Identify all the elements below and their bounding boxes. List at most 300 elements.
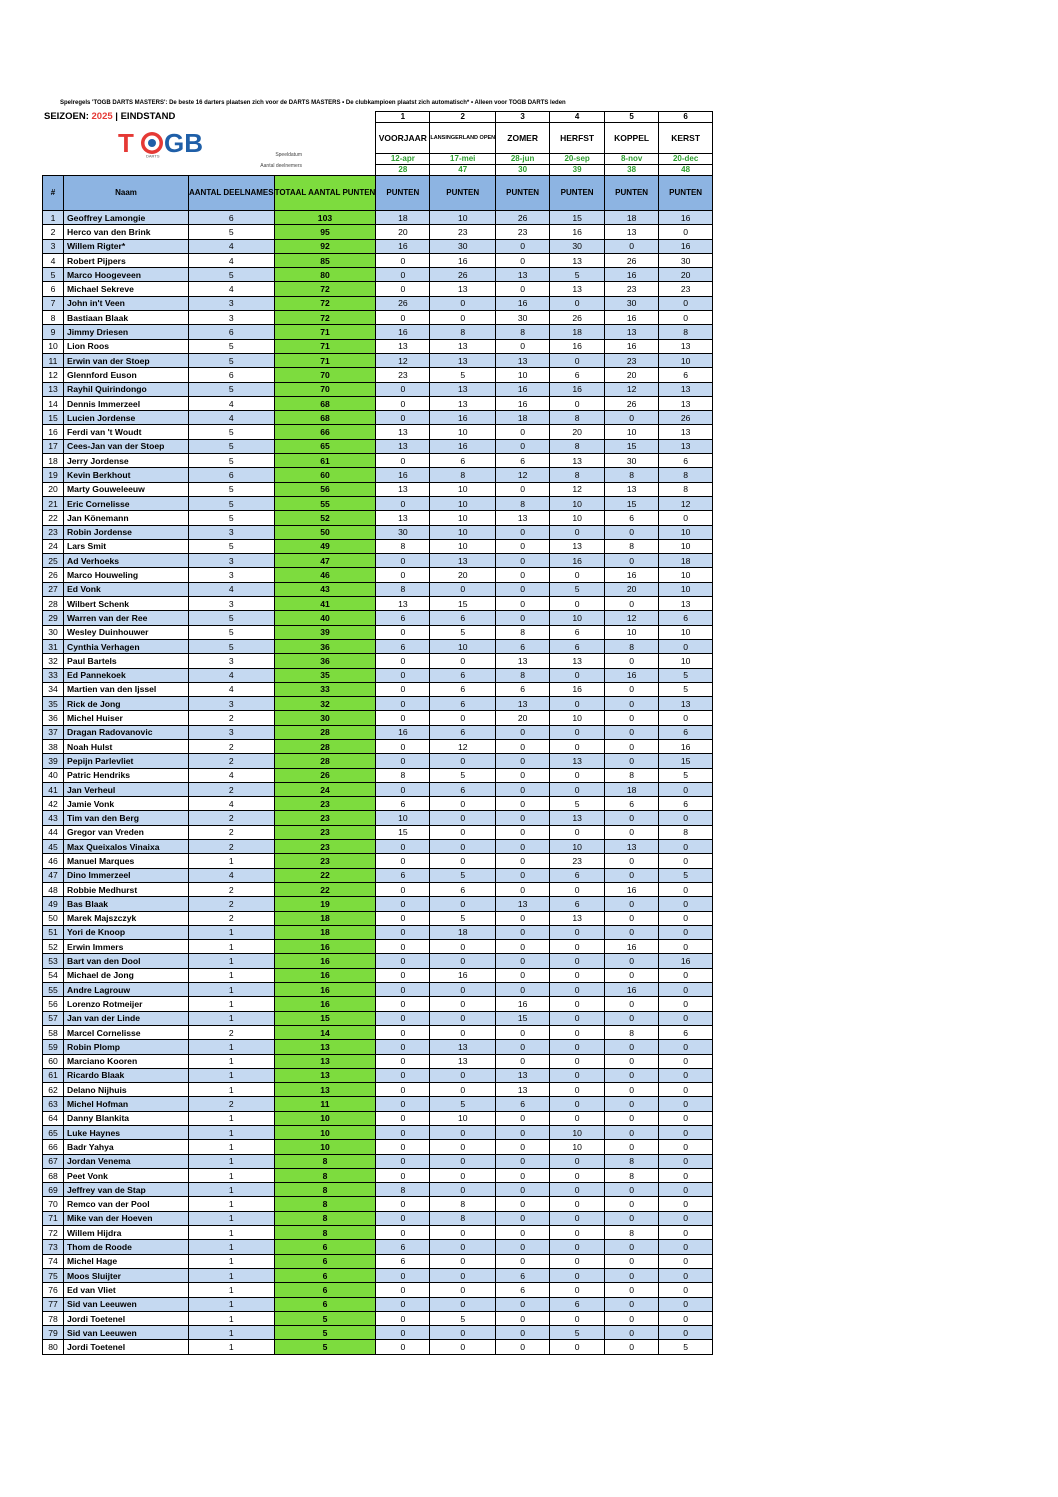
event-2-points: 0 (430, 711, 496, 725)
player-name: Marcel Cornelisse (64, 1025, 189, 1039)
rank-cell: 73 (43, 1240, 64, 1254)
event-2-points: 8 (430, 468, 496, 482)
standings-table (42, 111, 713, 1355)
table-row (43, 382, 713, 396)
table-row (43, 940, 713, 954)
rank-cell: 42 (43, 797, 64, 811)
entries-cell: 5 (189, 268, 275, 282)
col-points-2-header: PUNTEN (430, 176, 496, 211)
event-2-points: 13 (430, 353, 496, 367)
total-points: 26 (274, 768, 376, 782)
event-5-points: 13 (605, 482, 659, 496)
event-2-points: 0 (430, 840, 496, 854)
event-2-points: 6 (430, 697, 496, 711)
table-row (43, 1126, 713, 1140)
event-1-points: 6 (376, 1240, 430, 1254)
event-6-points: 0 (659, 940, 713, 954)
player-name: Patric Hendriks (64, 768, 189, 782)
event-1-points: 6 (376, 868, 430, 882)
event-4-points: 10 (550, 711, 605, 725)
event-5-points: 0 (605, 1254, 659, 1268)
event-6-points: 0 (659, 311, 713, 325)
event-5-points: 0 (605, 1240, 659, 1254)
event-6-points: 13 (659, 382, 713, 396)
event-4-num: 4 (550, 112, 605, 123)
rank-cell: 48 (43, 882, 64, 896)
player-name: Jordi Toetenel (64, 1311, 189, 1325)
total-points: 16 (274, 954, 376, 968)
event-2-points: 16 (430, 253, 496, 267)
total-points: 66 (274, 425, 376, 439)
event-3-points: 0 (496, 1340, 550, 1354)
total-points: 49 (274, 539, 376, 553)
event-6-points: 30 (659, 253, 713, 267)
event-6-points: 0 (659, 968, 713, 982)
event-1-points: 8 (376, 539, 430, 553)
event-6-points: 6 (659, 797, 713, 811)
total-points: 85 (274, 253, 376, 267)
entries-cell: 2 (189, 1097, 275, 1111)
rank-cell: 55 (43, 983, 64, 997)
rank-cell: 22 (43, 511, 64, 525)
event-5-points: 0 (605, 754, 659, 768)
rank-cell: 62 (43, 1083, 64, 1097)
table-row (43, 339, 713, 353)
table-row (43, 368, 713, 382)
entries-cell: 2 (189, 782, 275, 796)
entries-cell: 5 (189, 425, 275, 439)
event-5-points: 0 (605, 1054, 659, 1068)
event-1-points: 0 (376, 253, 430, 267)
rank-cell: 8 (43, 311, 64, 325)
table-row (43, 296, 713, 310)
event-1-points: 0 (376, 711, 430, 725)
event-4-points: 0 (550, 725, 605, 739)
rank-cell: 56 (43, 997, 64, 1011)
event-3-points: 0 (496, 282, 550, 296)
event-3-points: 0 (496, 1297, 550, 1311)
entries-cell: 2 (189, 739, 275, 753)
event-3-points: 12 (496, 468, 550, 482)
total-points: 8 (274, 1154, 376, 1168)
event-1-points: 0 (376, 882, 430, 896)
event-1-points: 0 (376, 1097, 430, 1111)
total-points: 10 (274, 1140, 376, 1154)
event-4-points: 0 (550, 1226, 605, 1240)
table-row (43, 311, 713, 325)
total-points: 72 (274, 311, 376, 325)
event-5-points: 0 (605, 1183, 659, 1197)
event-4-points: 13 (550, 539, 605, 553)
event-5-points: 16 (605, 311, 659, 325)
table-row (43, 325, 713, 339)
event-3-points: 0 (496, 782, 550, 796)
event-1-points: 0 (376, 897, 430, 911)
event-3-points: 0 (496, 854, 550, 868)
event-2-points: 6 (430, 725, 496, 739)
entries-cell: 1 (189, 1197, 275, 1211)
event-5-points: 0 (605, 1268, 659, 1282)
event-1-points: 30 (376, 525, 430, 539)
event-5-points: 0 (605, 925, 659, 939)
player-name: Erwin Immers (64, 940, 189, 954)
player-name: Lion Roos (64, 339, 189, 353)
event-3-points: 0 (496, 539, 550, 553)
player-name: Jamie Vonk (64, 797, 189, 811)
event-1-points: 0 (376, 1211, 430, 1225)
player-name: Bart van den Dool (64, 954, 189, 968)
table-row (43, 1297, 713, 1311)
entries-cell: 1 (189, 1311, 275, 1325)
event-2-points: 13 (430, 554, 496, 568)
event-1-points: 13 (376, 439, 430, 453)
entries-cell: 1 (189, 1040, 275, 1054)
player-name: Ricardo Blaak (64, 1068, 189, 1082)
event-5-points: 0 (605, 1083, 659, 1097)
rules-text: Spelregels 'TOGB DARTS MASTERS': De beste 16 darters plaatsen zich voor de DARTS MASTERS • De clubkampioen plaatst zich automatisch* • Alleen voor TOGB DARTS leden (60, 100, 566, 106)
entries-cell: 2 (189, 882, 275, 896)
rank-cell: 59 (43, 1040, 64, 1054)
table-row (43, 625, 713, 639)
col-points-1-header: PUNTEN (376, 176, 430, 211)
total-points: 28 (274, 725, 376, 739)
total-points: 70 (274, 382, 376, 396)
event-1-points: 0 (376, 668, 430, 682)
event-6-points: 0 (659, 511, 713, 525)
entries-cell: 5 (189, 225, 275, 239)
event-1-points: 13 (376, 482, 430, 496)
event-3-points: 0 (496, 1111, 550, 1125)
event-2-points: 13 (430, 282, 496, 296)
event-6-points: 23 (659, 282, 713, 296)
event-1-points: 0 (376, 1226, 430, 1240)
event-2-points: 30 (430, 239, 496, 253)
player-name: Erwin van der Stoep (64, 353, 189, 367)
event-1-points: 0 (376, 654, 430, 668)
event-2-points: 10 (430, 496, 496, 510)
event-3-points: 0 (496, 239, 550, 253)
event-6-points: 0 (659, 811, 713, 825)
event-2-points: 10 (430, 211, 496, 225)
table-row (43, 811, 713, 825)
event-3-points: 0 (496, 1211, 550, 1225)
table-row (43, 611, 713, 625)
event-3-points: 13 (496, 511, 550, 525)
event-4-points: 10 (550, 1140, 605, 1154)
event-3-points: 16 (496, 296, 550, 310)
player-name: Geoffrey Lamongie (64, 211, 189, 225)
event-2-points: 5 (430, 1311, 496, 1325)
event-3-points: 0 (496, 1197, 550, 1211)
event-2-points: 10 (430, 525, 496, 539)
total-points: 8 (274, 1197, 376, 1211)
rank-cell: 45 (43, 840, 64, 854)
event-3-points: 0 (496, 840, 550, 854)
event-5-points: 16 (605, 882, 659, 896)
event-4-points: 10 (550, 611, 605, 625)
table-row (43, 725, 713, 739)
event-1-points: 16 (376, 468, 430, 482)
event-6-points: 10 (659, 568, 713, 582)
rank-cell: 11 (43, 353, 64, 367)
total-points: 72 (274, 296, 376, 310)
total-points: 35 (274, 668, 376, 682)
player-name: Herco van den Brink (64, 225, 189, 239)
event-2-points: 0 (430, 1240, 496, 1254)
event-6-count: 48 (659, 165, 713, 176)
player-name: John in't Veen (64, 296, 189, 310)
event-1-points: 0 (376, 1126, 430, 1140)
player-name: Mike van der Hoeven (64, 1211, 189, 1225)
event-5-points: 16 (605, 568, 659, 582)
event-4-points: 13 (550, 253, 605, 267)
entries-cell: 4 (189, 797, 275, 811)
table-row (43, 468, 713, 482)
event-6-points: 0 (659, 782, 713, 796)
event-2-points: 0 (430, 825, 496, 839)
event-1-points: 0 (376, 754, 430, 768)
total-points: 10 (274, 1111, 376, 1125)
event-1-points: 18 (376, 211, 430, 225)
total-points: 5 (274, 1326, 376, 1340)
event-4-points: 16 (550, 382, 605, 396)
total-points: 6 (274, 1283, 376, 1297)
event-2-points: 16 (430, 439, 496, 453)
player-name: Manuel Marques (64, 854, 189, 868)
event-3-points: 16 (496, 396, 550, 410)
event-4-points: 13 (550, 454, 605, 468)
entries-cell: 4 (189, 239, 275, 253)
event-5-points: 0 (605, 1283, 659, 1297)
col-name-header: Naam (64, 176, 189, 211)
event-5-points: 0 (605, 682, 659, 696)
event-5-points: 18 (605, 782, 659, 796)
event-4-points: 0 (550, 568, 605, 582)
event-5-points: 12 (605, 611, 659, 625)
event-6-points: 0 (659, 296, 713, 310)
event-6-points: 13 (659, 339, 713, 353)
count-label: Aantal deelnemers (260, 163, 302, 169)
event-6-points: 0 (659, 840, 713, 854)
event-2-points: 5 (430, 868, 496, 882)
event-4-points: 6 (550, 1297, 605, 1311)
entries-cell: 3 (189, 568, 275, 582)
table-row (43, 1240, 713, 1254)
rank-cell: 17 (43, 439, 64, 453)
table-row (43, 1011, 713, 1025)
total-points: 36 (274, 639, 376, 653)
event-4-points: 0 (550, 739, 605, 753)
rank-cell: 26 (43, 568, 64, 582)
entries-cell: 1 (189, 1140, 275, 1154)
event-6-points: 26 (659, 411, 713, 425)
table-row (43, 1283, 713, 1297)
table-row (43, 1211, 713, 1225)
event-3-points: 13 (496, 1068, 550, 1082)
entries-cell: 1 (189, 983, 275, 997)
rank-cell: 41 (43, 782, 64, 796)
entries-cell: 1 (189, 854, 275, 868)
event-4-name: HERFST (550, 123, 605, 154)
event-4-points: 0 (550, 1197, 605, 1211)
rank-cell: 13 (43, 382, 64, 396)
player-name: Badr Yahya (64, 1140, 189, 1154)
total-points: 55 (274, 496, 376, 510)
event-5-points: 13 (605, 840, 659, 854)
player-name: Thom de Roode (64, 1240, 189, 1254)
event-6-points: 13 (659, 425, 713, 439)
event-4-points: 5 (550, 268, 605, 282)
event-2-points: 26 (430, 268, 496, 282)
event-5-points: 26 (605, 253, 659, 267)
event-4-points: 0 (550, 782, 605, 796)
table-row (43, 954, 713, 968)
event-6-points: 10 (659, 539, 713, 553)
table-row (43, 882, 713, 896)
event-5-points: 8 (605, 1025, 659, 1039)
event-6-points: 16 (659, 239, 713, 253)
rank-cell: 3 (43, 239, 64, 253)
event-1-points: 26 (376, 296, 430, 310)
event-1-points: 8 (376, 1183, 430, 1197)
rank-cell: 80 (43, 1340, 64, 1354)
entries-cell: 1 (189, 1283, 275, 1297)
player-name: Jordan Venema (64, 1154, 189, 1168)
event-4-points: 13 (550, 282, 605, 296)
entries-cell: 2 (189, 911, 275, 925)
event-5-points: 0 (605, 411, 659, 425)
event-2-points: 0 (430, 1283, 496, 1297)
event-5-points: 13 (605, 325, 659, 339)
event-4-points: 0 (550, 1011, 605, 1025)
event-1-points: 16 (376, 239, 430, 253)
event-1-points: 0 (376, 925, 430, 939)
table-row (43, 797, 713, 811)
total-points: 52 (274, 511, 376, 525)
table-row (43, 454, 713, 468)
rank-cell: 68 (43, 1168, 64, 1182)
event-4-count: 39 (550, 165, 605, 176)
player-name: Robert Pijpers (64, 253, 189, 267)
event-6-points: 0 (659, 1054, 713, 1068)
total-points: 8 (274, 1183, 376, 1197)
total-points: 13 (274, 1040, 376, 1054)
event-5-points: 8 (605, 468, 659, 482)
event-1-points: 6 (376, 611, 430, 625)
table-row (43, 868, 713, 882)
entries-cell: 5 (189, 496, 275, 510)
event-5-points: 16 (605, 983, 659, 997)
event-1-points: 10 (376, 811, 430, 825)
table-row (43, 1025, 713, 1039)
entries-cell: 6 (189, 368, 275, 382)
total-points: 36 (274, 654, 376, 668)
logo-text-gb: GB (164, 128, 203, 158)
entries-cell: 2 (189, 897, 275, 911)
entries-cell: 1 (189, 1068, 275, 1082)
event-2-points: 13 (430, 339, 496, 353)
entries-cell: 4 (189, 682, 275, 696)
event-4-points: 20 (550, 425, 605, 439)
event-3-points: 16 (496, 997, 550, 1011)
event-6-points: 0 (659, 882, 713, 896)
event-2-points: 0 (430, 296, 496, 310)
event-5-points: 0 (605, 1140, 659, 1154)
event-4-points: 0 (550, 1083, 605, 1097)
rank-cell: 7 (43, 296, 64, 310)
event-1-points: 8 (376, 582, 430, 596)
event-4-points: 12 (550, 482, 605, 496)
rank-cell: 12 (43, 368, 64, 382)
rank-cell: 25 (43, 554, 64, 568)
table-row (43, 711, 713, 725)
event-3-points: 6 (496, 454, 550, 468)
col-rank-header: # (43, 176, 64, 211)
event-6-points: 0 (659, 983, 713, 997)
rank-cell: 31 (43, 639, 64, 653)
event-6-points: 20 (659, 268, 713, 282)
event-5-points: 18 (605, 211, 659, 225)
event-6-points: 0 (659, 1211, 713, 1225)
event-3-points: 0 (496, 1311, 550, 1325)
total-points: 95 (274, 225, 376, 239)
player-name: Jan Könemann (64, 511, 189, 525)
player-name: Bas Blaak (64, 897, 189, 911)
table-row (43, 997, 713, 1011)
entries-cell: 1 (189, 1226, 275, 1240)
event-2-points: 0 (430, 1297, 496, 1311)
total-points: 28 (274, 739, 376, 753)
event-5-points: 0 (605, 239, 659, 253)
event-5-points: 16 (605, 940, 659, 954)
player-name: Eric Cornelisse (64, 496, 189, 510)
entries-cell: 1 (189, 1254, 275, 1268)
entries-cell: 2 (189, 811, 275, 825)
event-3-count: 30 (496, 165, 550, 176)
event-4-points: 0 (550, 1211, 605, 1225)
event-4-points: 8 (550, 439, 605, 453)
rank-cell: 27 (43, 582, 64, 596)
entries-cell: 5 (189, 339, 275, 353)
table-row (43, 1040, 713, 1054)
event-2-points: 5 (430, 625, 496, 639)
total-points: 56 (274, 482, 376, 496)
table-row (43, 253, 713, 267)
entries-cell: 4 (189, 396, 275, 410)
event-3-points: 10 (496, 368, 550, 382)
table-row (43, 582, 713, 596)
entries-cell: 1 (189, 1240, 275, 1254)
entries-cell: 1 (189, 1126, 275, 1140)
col-points-3-header: PUNTEN (496, 176, 550, 211)
entries-cell: 5 (189, 511, 275, 525)
event-2-points: 0 (430, 854, 496, 868)
total-points: 16 (274, 940, 376, 954)
event-5-points: 0 (605, 1011, 659, 1025)
event-3-points: 8 (496, 496, 550, 510)
entries-cell: 4 (189, 282, 275, 296)
event-5-points: 0 (605, 968, 659, 982)
entries-cell: 1 (189, 1268, 275, 1282)
event-1-points: 0 (376, 1011, 430, 1025)
player-name: Marciano Kooren (64, 1054, 189, 1068)
event-6-points: 0 (659, 1183, 713, 1197)
event-1-points: 0 (376, 554, 430, 568)
entries-cell: 4 (189, 668, 275, 682)
event-2-points: 6 (430, 454, 496, 468)
event-2-points: 10 (430, 539, 496, 553)
event-1-points: 16 (376, 325, 430, 339)
